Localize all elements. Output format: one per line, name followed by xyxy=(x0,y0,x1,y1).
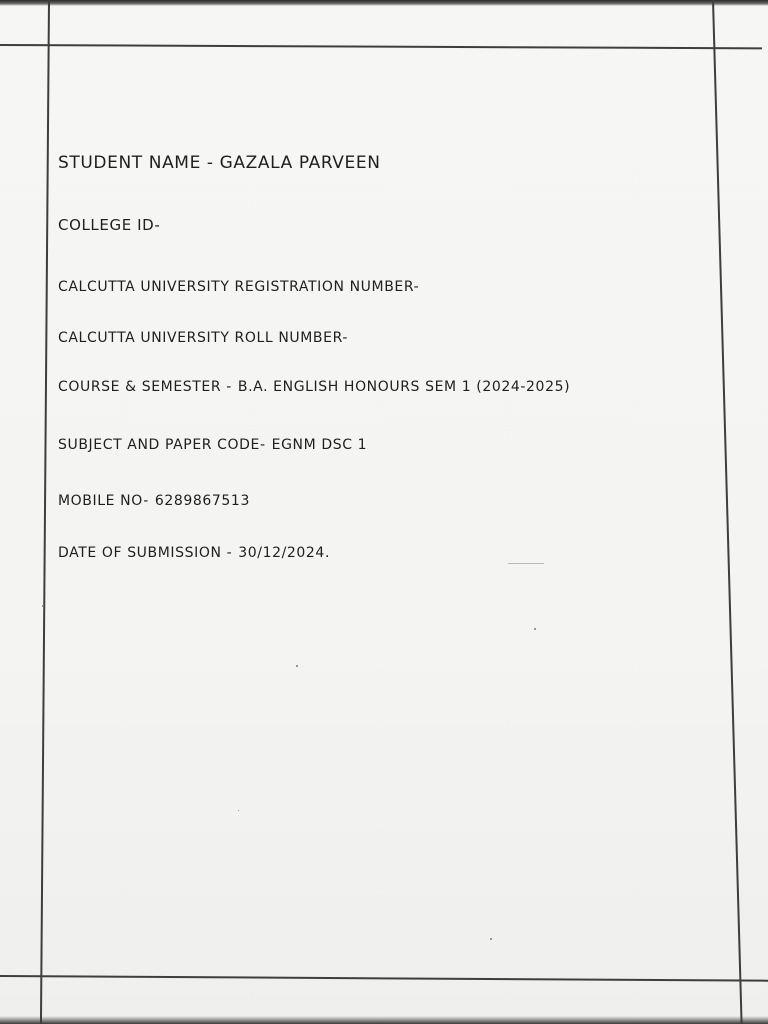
margin-rule-left xyxy=(40,0,50,1024)
paper-speck xyxy=(238,810,239,811)
scan-edge-top xyxy=(0,0,768,6)
subject-paper-code-label: SUBJECT AND PAPER CODE- xyxy=(58,437,266,453)
cu-registration-label: CALCUTTA UNIVERSITY REGISTRATION NUMBER- xyxy=(58,279,420,295)
date-of-submission-line xyxy=(58,546,330,560)
scan-edge-bottom xyxy=(0,1016,768,1024)
course-semester-value: B.A. ENGLISH HONOURS SEM 1 (2024-2025) xyxy=(237,379,571,395)
mobile-no-line xyxy=(58,494,250,508)
margin-rule-top xyxy=(0,44,762,49)
college-id-line xyxy=(58,218,166,233)
paper-speck xyxy=(296,665,298,667)
cu-roll-line xyxy=(58,331,354,345)
pencil-smudge xyxy=(508,563,544,564)
cu-roll-label: CALCUTTA UNIVERSITY ROLL NUMBER- xyxy=(58,330,348,346)
mobile-no-value: 6289867513 xyxy=(154,493,250,509)
paper-speck xyxy=(42,605,44,607)
cu-registration-line xyxy=(58,280,425,294)
margin-rule-bottom xyxy=(0,975,768,981)
student-name-label: STUDENT NAME - xyxy=(58,153,214,173)
margin-rule-right xyxy=(712,0,742,1024)
subject-paper-code-line xyxy=(58,438,367,452)
subject-paper-code-value: EGNM DSC 1 xyxy=(271,437,368,453)
course-semester-label: COURSE & SEMESTER - xyxy=(58,379,232,395)
date-of-submission-value: 30/12/2024. xyxy=(238,545,330,561)
date-of-submission-label: DATE OF SUBMISSION - xyxy=(58,545,233,561)
paper-speck xyxy=(490,938,492,940)
student-name-value: GAZALA PARVEEN xyxy=(219,153,381,173)
course-semester-line xyxy=(58,380,570,394)
paper-speck xyxy=(534,628,536,630)
student-name-line xyxy=(58,155,381,172)
mobile-no-label: MOBILE NO- xyxy=(58,493,149,509)
college-id-label: COLLEGE ID- xyxy=(58,216,161,234)
